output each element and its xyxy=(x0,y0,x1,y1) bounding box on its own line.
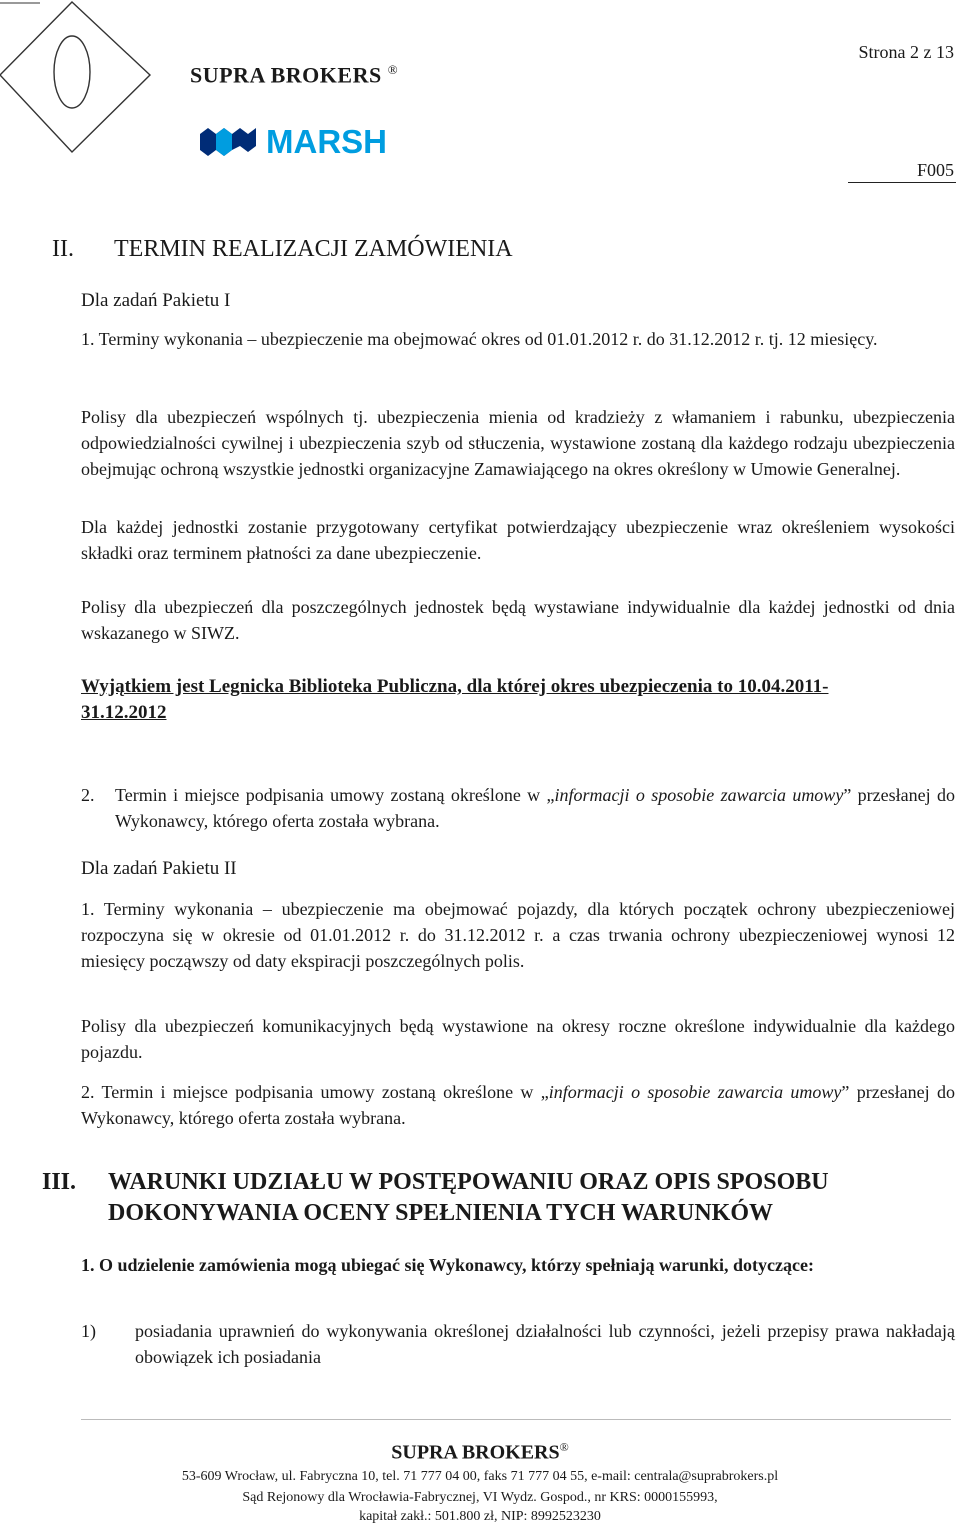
footer-capital: kapitał zakł.: 501.800 zł, NIP: 8992523230 xyxy=(359,1509,601,1524)
header-brand xyxy=(190,62,398,88)
item-2-text-b: ” przesłanej do Wykonawcy, którego oferta została wybrana. xyxy=(115,785,955,831)
footer-brand-name: SUPRA BROKERS xyxy=(391,1441,560,1464)
form-code: F005 xyxy=(916,160,954,180)
page-number: Strona 2 z 13 xyxy=(858,42,954,62)
exception-note: Wyjątkiem jest Legnicka Biblioteka Publiczna, dla której okres ubezpieczenia to 10.04.2011-31.12.2012 xyxy=(81,676,829,723)
subitem-text: posiadania uprawnień do wykonywania określonej działalności lub czynności, jeżeli przepisy prawa nakładają obowiązek ich posiadania xyxy=(135,1321,955,1367)
section-number: III. xyxy=(42,1169,77,1195)
section-title-line-2: DOKONYWANIA OCENY SPEŁNIENIA TYCH WARUNKÓW xyxy=(108,1200,773,1226)
footer-address: 53-609 Wrocław, ul. Fabryczna 10, tel. 71 777 04 00, faks 71 777 04 55, e-mail: centrala@suprabrokers.pl xyxy=(181,1469,779,1484)
footer-brand xyxy=(0,1440,960,1465)
section-heading-3 xyxy=(42,1167,942,1229)
section-3-subitem-1 xyxy=(81,1318,955,1370)
item-number: 2. xyxy=(81,785,95,805)
registered-mark: ® xyxy=(387,62,399,77)
header-brand-name: SUPRA BROKERS xyxy=(190,62,382,88)
polisy-individual-paragraph: Polisy dla ubezpieczeń dla poszczególnych jednostek będą wystawiane indywidualnie dla każdej jednostki od dnia wskazanego w SIWZ. xyxy=(81,597,955,643)
item-2-italic: informacji o sposobie zawarcia umowy xyxy=(554,785,844,805)
marsh-logo xyxy=(198,120,423,160)
section-title: TERMIN REALIZACJI ZAMÓWIENIA xyxy=(114,236,513,262)
pakiet-1-item-2 xyxy=(81,782,955,834)
pakiet-2-heading: Dla zadań Pakietu II xyxy=(81,858,237,879)
section-number: II. xyxy=(52,236,74,262)
pakiet-2-item-1: 1. Terminy wykonania – ubezpieczenie ma obejmować pojazdy, dla których początek ochrony ubezpieczeniowej rozpoczyna się w okresie od 01.01.2012 r. do 31.12.2012 r. a czas trwania ochrony ubezpieczeniowej wynosi 12 miesięcy począwszy od daty ekspiracji poszczególnych polis. xyxy=(81,899,955,971)
footer-divider xyxy=(81,1419,951,1420)
item-2-text-a: Termin i miejsce podpisania umowy zostaną określone w „ xyxy=(115,785,555,805)
item-2-italic: informacji o sposobie zawarcia umowy xyxy=(548,1082,842,1102)
marsh-logo-word: MARSH xyxy=(266,123,387,160)
section-3-item-1: 1. O udzielenie zamówienia mogą ubiegać się Wykonawcy, którzy spełniają warunki, dotyczące: xyxy=(81,1255,814,1275)
item-2-text-a: 2. Termin i miejsce podpisania umowy zostaną określone w „ xyxy=(81,1082,549,1102)
subitem-number: 1) xyxy=(81,1321,96,1341)
footer-court: Sąd Rejonowy dla Wrocławia-Fabrycznej, VI Wydz. Gospod., nr KRS: 0000155993, xyxy=(242,1490,718,1505)
pakiet-1-item-1: 1. Terminy wykonania – ubezpieczenie ma obejmować okres od 01.01.2012 r. do 31.12.2012 r. tj. 12 miesięcy. xyxy=(81,329,878,349)
section-title-line-1: WARUNKI UDZIAŁU W POSTĘPOWANIU ORAZ OPIS SPOSOBU xyxy=(108,1169,829,1195)
supra-logo-icon xyxy=(0,0,160,160)
registered-mark: ® xyxy=(559,1440,569,1454)
certyfikat-paragraph: Dla każdej jednostki zostanie przygotowany certyfikat potwierdzający ubezpieczenie wraz określeniem wysokości składki oraz terminem płatności za dane ubezpieczenie. xyxy=(81,517,955,563)
pakiet-2-polisy: Polisy dla ubezpieczeń komunikacyjnych będą wystawione na okresy roczne określone indywidualnie dla każdego pojazdu. xyxy=(81,1016,955,1062)
item-2-text-b: ” przesłanej do Wykonawcy, którego oferta została wybrana. xyxy=(81,1082,955,1128)
pakiet-1-heading: Dla zadań Pakietu I xyxy=(81,290,231,311)
pakiet-2-item-2 xyxy=(81,1079,955,1131)
header-divider xyxy=(848,182,956,183)
polisy-common-paragraph: Polisy dla ubezpieczeń wspólnych tj. ubezpieczenia mienia od kradzieży z włamaniem i rabunku, ubezpieczenia odpowiedzialności cywilnej i ubezpieczenia szyb od stłuczenia, wystawione zostaną dla każdego rodzaju ubezpieczenia obejmując ochroną wszystkie jednostki organizacyjne Zamawiającego na okres określony w Umowie Generalnej. xyxy=(81,407,955,479)
section-heading-2 xyxy=(52,236,513,263)
